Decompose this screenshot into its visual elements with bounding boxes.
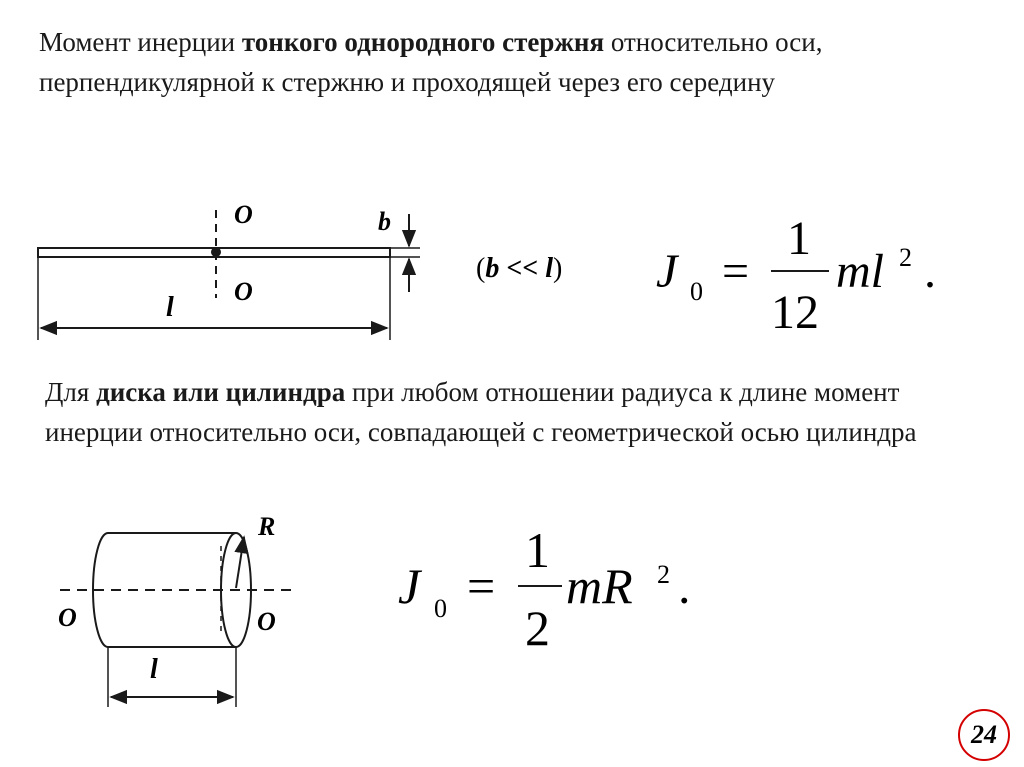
rod-formula: [656, 212, 936, 339]
rod-formula-denominator: 12: [771, 286, 819, 339]
cylinder-formula-mr: mR: [566, 558, 633, 614]
rod-formula-period: .: [924, 245, 936, 298]
cylinder-label-l: l: [150, 654, 158, 685]
rod-text-start: Момент инерции: [39, 27, 242, 57]
cylinder-text-start: Для: [45, 377, 97, 407]
rod-label-o-bottom: O: [234, 277, 253, 306]
cylinder-text-end: при любом отношении радиуса к длине момент инерции относительно оси, совпадающей с геометрической осью цилиндра: [45, 377, 917, 447]
rod-formula-j: J: [656, 245, 678, 298]
cylinder-formula-sub: 0: [434, 594, 447, 623]
cylinder-formula-denominator: 2: [525, 600, 550, 656]
rod-formula-sub: 0: [690, 277, 703, 306]
cylinder-formula-equals: =: [467, 558, 496, 614]
rod-formula-equals: =: [722, 245, 750, 298]
rod-diagram: [38, 210, 420, 340]
cylinder-formula-j: J: [398, 558, 421, 614]
rod-axis-point: [211, 247, 221, 257]
rod-condition: (b << l): [476, 253, 563, 284]
cylinder-label-o-left: O: [58, 603, 77, 632]
page-number-badge: [958, 709, 1010, 761]
rod-text-end: относительно оси, перпендикулярной к стержню и проходящей через его середину: [39, 27, 823, 97]
cylinder-label-o-right: O: [257, 607, 276, 636]
rod-label-b: b: [378, 207, 391, 236]
rod-formula-numerator: 1: [787, 212, 811, 265]
rod-label-o-top: O: [234, 200, 253, 229]
cylinder-formula-period: .: [678, 558, 691, 614]
rod-formula-sup: 2: [899, 243, 912, 272]
cylinder-text-bold: диска или цилиндра: [96, 377, 346, 407]
cylinder-label-r: R: [258, 512, 276, 541]
rod-text-bold: тонкого однородного стержня: [241, 27, 605, 57]
page-number: 24: [971, 720, 997, 749]
cylinder-formula: [398, 522, 691, 656]
rod-formula-ml: ml: [836, 245, 884, 298]
cylinder-formula-sup: 2: [657, 560, 670, 589]
cylinder-radius-arrow: [236, 537, 244, 588]
cylinder-formula-numerator: 1: [525, 522, 550, 578]
rod-label-l: l: [166, 292, 174, 323]
